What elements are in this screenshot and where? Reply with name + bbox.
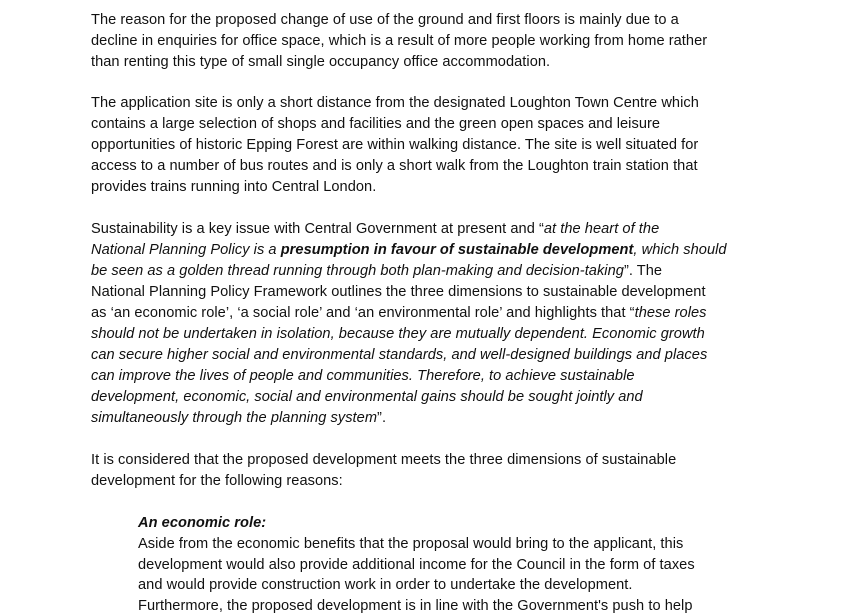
paragraph-2-line-5: provides trains running into Central London. xyxy=(91,179,377,195)
paragraph-3-line-2 xyxy=(91,240,727,260)
quote-run: National Planning Policy is a xyxy=(91,242,281,258)
paragraph-2-line-3: opportunities of historic Epping Forest are within walking distance. The site is well situated for xyxy=(91,137,699,153)
economic-role-line-3: and would provide construction work in order to undertake the development. xyxy=(138,577,633,593)
paragraph-2-line-1: The application site is only a short distance from the designated Loughton Town Centre which xyxy=(91,95,699,111)
economic-role-line-2: development would also provide additional income for the Council in the form of taxes xyxy=(138,557,695,573)
paragraph-4-line-2: development for the following reasons: xyxy=(91,473,343,489)
paragraph-3-line-9: development, economic, social and environmental gains should be sought jointly and xyxy=(91,389,643,405)
paragraph-3-line-6: should not be undertaken in isolation, because they are mutually dependent. Economic growth xyxy=(91,326,705,342)
quote-run: at the heart of the xyxy=(543,221,660,237)
paragraph-3-line-7: can secure higher social and environmental standards, and well-designed buildings and places xyxy=(91,347,708,363)
paragraph-3-line-8: can improve the lives of people and communities. Therefore, to achieve sustainable xyxy=(91,368,635,384)
paragraph-2-line-2: contains a large selection of shops and facilities and the green open spaces and leisure xyxy=(91,116,661,132)
paragraph-3-line-5 xyxy=(91,303,707,323)
text-run: as ‘an economic role’, ‘a social role’ and ‘an environmental role’ and highlights that “ xyxy=(91,305,635,321)
paragraph-3-line-10 xyxy=(91,408,386,428)
quote-run: be seen as a golden thread running through both plan-making and decision-taking xyxy=(91,263,624,279)
paragraph-3-line-1 xyxy=(91,219,659,239)
quote-run: , which should xyxy=(633,242,727,258)
text-run: Sustainability is a key issue with Central Government at present and “ xyxy=(91,221,544,237)
paragraph-3-line-3 xyxy=(91,261,662,281)
quote-run: these roles xyxy=(634,305,707,321)
paragraph-2-line-4: access to a number of bus routes and is only a short walk from the Loughton train station that xyxy=(91,158,698,174)
paragraph-1-line-2: decline in enquiries for office space, which is a result of more people working from home rather xyxy=(91,33,708,49)
paragraph-1-line-3: than renting this type of small single occupancy office accommodation. xyxy=(91,54,551,70)
paragraph-4-line-1: It is considered that the proposed development meets the three dimensions of sustainable xyxy=(91,452,677,468)
text-run: ”. The xyxy=(623,263,663,279)
economic-role-line-1: Aside from the economic benefits that the proposal would bring to the applicant, this xyxy=(138,536,684,552)
economic-role-heading: An economic role: xyxy=(138,515,267,531)
paragraph-1-line-1: The reason for the proposed change of use of the ground and first floors is mainly due to a xyxy=(91,12,679,28)
quote-run: simultaneously through the planning system xyxy=(91,410,378,426)
text-run: ”. xyxy=(377,410,387,426)
economic-role-line-4: Furthermore, the proposed development is in line with the Government's push to help xyxy=(138,598,693,614)
paragraph-3-line-4: National Planning Policy Framework outlines the three dimensions to sustainable development xyxy=(91,284,706,300)
emphasis-run: presumption in favour of sustainable development xyxy=(280,242,634,258)
